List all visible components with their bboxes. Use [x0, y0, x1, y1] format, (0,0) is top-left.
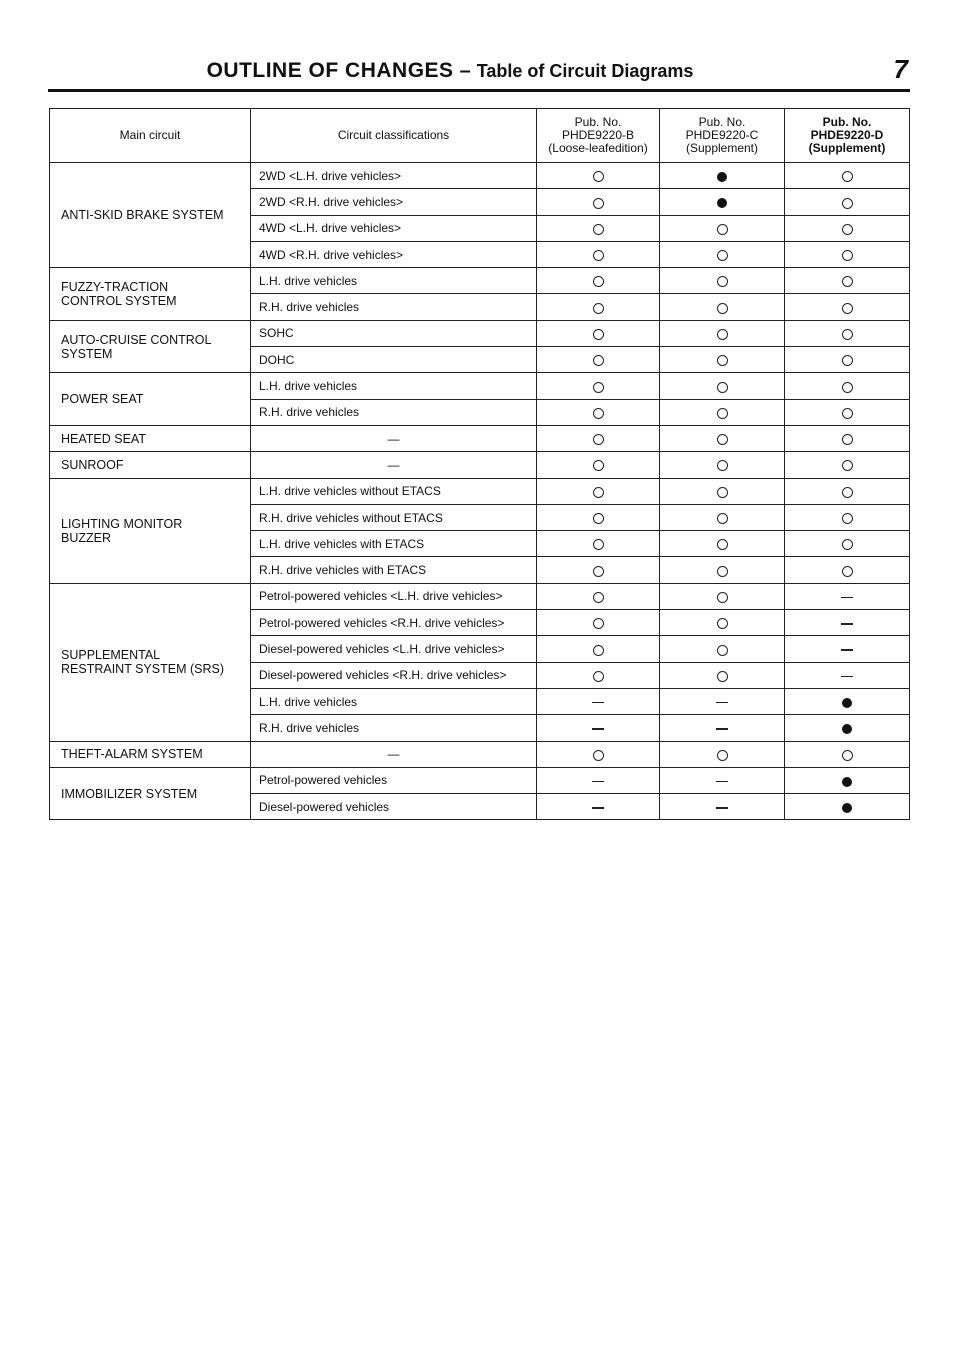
main-circuit-cell [50, 452, 251, 478]
classification-cell: L.H. drive vehicles [251, 688, 537, 714]
open-circle-icon [717, 250, 728, 261]
open-circle-icon [842, 329, 853, 340]
pub-c-cell [660, 215, 785, 241]
pub-d-cell [785, 610, 910, 636]
classification-cell: 2WD <R.H. drive vehicles> [251, 189, 537, 215]
pub-d-cell [785, 662, 910, 688]
pub-b-cell [537, 320, 660, 346]
main-circuit-label: AUTO-CRUISE CONTROL [61, 332, 212, 347]
pub-c-cell [660, 163, 785, 189]
pub-d-cell [785, 794, 910, 820]
classification-cell: R.H. drive vehicles [251, 294, 537, 320]
dash-icon [592, 728, 604, 730]
filled-circle-icon [717, 172, 727, 182]
open-circle-icon [593, 434, 604, 445]
main-circuit-cell [50, 767, 251, 820]
classification-cell: R.H. drive vehicles [251, 399, 537, 425]
open-circle-icon [842, 539, 853, 550]
dash-icon [592, 781, 604, 783]
open-circle-icon [717, 539, 728, 550]
pub-c-cell [660, 320, 785, 346]
open-circle-icon [593, 513, 604, 524]
pub-c-cell [660, 241, 785, 267]
open-circle-icon [593, 750, 604, 761]
open-circle-icon [717, 618, 728, 629]
filled-circle-icon [842, 724, 852, 734]
open-circle-icon [593, 250, 604, 261]
open-circle-icon [842, 513, 853, 524]
open-circle-icon [593, 539, 604, 550]
pub-c-cell [660, 583, 785, 609]
open-circle-icon [593, 487, 604, 498]
classification-cell: Diesel-powered vehicles [251, 794, 537, 820]
classification-cell: 4WD <L.H. drive vehicles> [251, 215, 537, 241]
pub-d-cell [785, 399, 910, 425]
pub-b-cell [537, 610, 660, 636]
table-row [50, 425, 910, 451]
main-circuit-cell [50, 478, 251, 583]
open-circle-icon [717, 355, 728, 366]
pub-d-cell [785, 504, 910, 530]
pub-d-cell [785, 425, 910, 451]
title-dash: – [459, 60, 471, 82]
open-circle-icon [842, 198, 853, 209]
pub-b-cell [537, 557, 660, 583]
dash-icon [841, 649, 853, 651]
open-circle-icon [717, 487, 728, 498]
open-circle-icon [717, 329, 728, 340]
classification-cell: Diesel-powered vehicles <L.H. drive vehicles> [251, 636, 537, 662]
open-circle-icon [593, 671, 604, 682]
header-pub-b [537, 109, 660, 163]
pub-c-cell [660, 294, 785, 320]
classification-cell: — [251, 452, 537, 478]
pub-b-cell [537, 189, 660, 215]
dash-icon [716, 781, 728, 783]
open-circle-icon [717, 224, 728, 235]
open-circle-icon [717, 566, 728, 577]
pub-d-cell [785, 583, 910, 609]
pub-d-cell [785, 557, 910, 583]
classification-cell: Petrol-powered vehicles [251, 767, 537, 793]
table-row [50, 268, 910, 294]
classification-cell: L.H. drive vehicles with ETACS [251, 531, 537, 557]
pub-b-cell [537, 452, 660, 478]
header-pub-d [785, 109, 910, 163]
open-circle-icon [593, 382, 604, 393]
pub-d-cell [785, 189, 910, 215]
main-circuit-label: THEFT-ALARM SYSTEM [61, 747, 203, 762]
pub-b-cell [537, 163, 660, 189]
pub-b-cell [537, 794, 660, 820]
pub-b-cell [537, 767, 660, 793]
pub-c-cell [660, 557, 785, 583]
table-row [50, 583, 910, 609]
header-pub-b-line: Pub. No. [574, 115, 622, 129]
main-circuit-cell [50, 741, 251, 767]
filled-circle-icon [842, 803, 852, 813]
pub-c-cell [660, 688, 785, 714]
pub-d-cell [785, 215, 910, 241]
pub-c-cell [660, 373, 785, 399]
header-pub-d-line: PHDE9220-D [810, 128, 884, 142]
table-row [50, 373, 910, 399]
page-header [50, 56, 910, 90]
open-circle-icon [717, 460, 728, 471]
classification-cell: Petrol-powered vehicles <R.H. drive vehicles> [251, 610, 537, 636]
pub-b-cell [537, 531, 660, 557]
open-circle-icon [842, 276, 853, 287]
table-row [50, 452, 910, 478]
pub-b-cell [537, 688, 660, 714]
pub-d-cell [785, 767, 910, 793]
open-circle-icon [593, 592, 604, 603]
pub-d-cell [785, 741, 910, 767]
dash-icon [841, 597, 853, 599]
classification-cell: Diesel-powered vehicles <R.H. drive vehicles> [251, 662, 537, 688]
open-circle-icon [717, 382, 728, 393]
open-circle-icon [593, 171, 604, 182]
classification-cell: L.H. drive vehicles [251, 268, 537, 294]
pub-d-cell [785, 268, 910, 294]
pub-c-cell [660, 189, 785, 215]
main-circuit-label: POWER SEAT [61, 392, 144, 407]
classification-cell: — [251, 425, 537, 451]
header-pub-b-line: (Loose-leafedition) [548, 141, 648, 155]
pub-b-cell [537, 294, 660, 320]
pub-c-cell [660, 399, 785, 425]
pub-c-cell [660, 767, 785, 793]
open-circle-icon [593, 566, 604, 577]
header-pub-b-line: PHDE9220-B [561, 128, 635, 142]
main-circuit-label: CONTROL SYSTEM [61, 293, 177, 308]
main-circuit-label: IMMOBILIZER SYSTEM [61, 786, 198, 801]
table-row [50, 741, 910, 767]
open-circle-icon [717, 276, 728, 287]
pub-c-cell [660, 662, 785, 688]
pub-c-cell [660, 741, 785, 767]
main-circuit-label: SYSTEM [61, 346, 113, 361]
pub-d-cell [785, 452, 910, 478]
open-circle-icon [717, 750, 728, 761]
classification-cell: R.H. drive vehicles [251, 715, 537, 741]
pub-d-cell [785, 636, 910, 662]
open-circle-icon [593, 618, 604, 629]
open-circle-icon [593, 276, 604, 287]
classification-cell: 4WD <R.H. drive vehicles> [251, 241, 537, 267]
open-circle-icon [842, 171, 853, 182]
main-circuit-label: ANTI-SKID BRAKE SYSTEM [61, 208, 224, 223]
header-main-circuit: Main circuit [50, 109, 251, 163]
open-circle-icon [842, 408, 853, 419]
pub-b-cell [537, 636, 660, 662]
pub-b-cell [537, 583, 660, 609]
filled-circle-icon [842, 698, 852, 708]
main-circuit-cell [50, 163, 251, 268]
pub-b-cell [537, 399, 660, 425]
classification-cell: L.H. drive vehicles [251, 373, 537, 399]
main-circuit-cell [50, 583, 251, 741]
open-circle-icon [842, 224, 853, 235]
main-circuit-label: RESTRAINT SYSTEM (SRS) [61, 662, 224, 677]
dash-icon [716, 702, 728, 704]
main-circuit-label: SUPPLEMENTAL [61, 648, 161, 663]
pub-c-cell [660, 425, 785, 451]
pub-d-cell [785, 294, 910, 320]
classification-cell: — [251, 741, 537, 767]
classification-cell: 2WD <L.H. drive vehicles> [251, 163, 537, 189]
header-pub-c [660, 109, 785, 163]
open-circle-icon [593, 460, 604, 471]
page-number: 7 [893, 54, 908, 84]
open-circle-icon [717, 513, 728, 524]
header-pub-c-line: (Supplement) [685, 141, 759, 155]
header-rule [48, 89, 910, 92]
pub-d-cell [785, 320, 910, 346]
table-body [50, 163, 910, 820]
open-circle-icon [842, 250, 853, 261]
main-circuit-cell [50, 268, 251, 321]
main-circuit-label: LIGHTING MONITOR [61, 516, 183, 531]
pub-c-cell [660, 452, 785, 478]
pub-b-cell [537, 741, 660, 767]
open-circle-icon [842, 487, 853, 498]
open-circle-icon [593, 198, 604, 209]
open-circle-icon [593, 408, 604, 419]
main-circuit-cell [50, 425, 251, 451]
header-circuit-classifications: Circuit classifications [251, 109, 537, 163]
classification-cell: Petrol-powered vehicles <L.H. drive vehicles> [251, 583, 537, 609]
table-row [50, 767, 910, 793]
pub-b-cell [537, 241, 660, 267]
pub-c-cell [660, 347, 785, 373]
open-circle-icon [593, 329, 604, 340]
open-circle-icon [593, 355, 604, 366]
table-header-row [50, 109, 910, 163]
main-circuit-label: FUZZY-TRACTION [61, 279, 169, 294]
pub-b-cell [537, 268, 660, 294]
pub-d-cell [785, 373, 910, 399]
main-circuit-label: BUZZER [61, 530, 111, 545]
pub-c-cell [660, 610, 785, 636]
pub-d-cell [785, 478, 910, 504]
filled-circle-icon [842, 777, 852, 787]
pub-c-cell [660, 504, 785, 530]
open-circle-icon [717, 434, 728, 445]
pub-d-cell [785, 347, 910, 373]
pub-b-cell [537, 504, 660, 530]
open-circle-icon [717, 303, 728, 314]
classification-cell: R.H. drive vehicles with ETACS [251, 557, 537, 583]
dash-icon [716, 728, 728, 730]
pub-c-cell [660, 636, 785, 662]
filled-circle-icon [717, 198, 727, 208]
pub-d-cell [785, 163, 910, 189]
pub-c-cell [660, 478, 785, 504]
classification-cell: R.H. drive vehicles without ETACS [251, 504, 537, 530]
pub-c-cell [660, 715, 785, 741]
open-circle-icon [593, 224, 604, 235]
table-row [50, 478, 910, 504]
table-row [50, 163, 910, 189]
pub-d-cell [785, 688, 910, 714]
pub-d-cell [785, 531, 910, 557]
open-circle-icon [842, 434, 853, 445]
dash-icon [592, 702, 604, 704]
open-circle-icon [717, 671, 728, 682]
classification-cell: L.H. drive vehicles without ETACS [251, 478, 537, 504]
open-circle-icon [593, 303, 604, 314]
open-circle-icon [842, 566, 853, 577]
pub-c-cell [660, 531, 785, 557]
open-circle-icon [717, 592, 728, 603]
pub-d-cell [785, 715, 910, 741]
pub-c-cell [660, 268, 785, 294]
header-pub-d-line: Pub. No. [822, 115, 872, 129]
open-circle-icon [593, 645, 604, 656]
pub-b-cell [537, 478, 660, 504]
header-pub-c-line: PHDE9220-C [685, 128, 759, 142]
open-circle-icon [842, 382, 853, 393]
main-circuit-label: SUNROOF [61, 457, 124, 472]
main-circuit-label: HEATED SEAT [61, 431, 146, 446]
title-sub: Table of Circuit Diagrams [476, 61, 694, 81]
main-circuit-cell [50, 320, 251, 373]
pub-b-cell [537, 715, 660, 741]
open-circle-icon [717, 645, 728, 656]
dash-icon [841, 623, 853, 625]
open-circle-icon [842, 750, 853, 761]
pub-c-cell [660, 794, 785, 820]
dash-icon [592, 807, 604, 809]
pub-b-cell [537, 662, 660, 688]
classification-cell: DOHC [251, 347, 537, 373]
circuit-diagram-table [49, 108, 910, 820]
classification-cell: SOHC [251, 320, 537, 346]
open-circle-icon [842, 460, 853, 471]
title-main: OUTLINE OF CHANGES [206, 59, 454, 82]
pub-d-cell [785, 241, 910, 267]
open-circle-icon [842, 355, 853, 366]
main-circuit-cell [50, 373, 251, 426]
pub-b-cell [537, 215, 660, 241]
dash-icon [841, 676, 853, 678]
dash-icon [716, 807, 728, 809]
table-row [50, 320, 910, 346]
open-circle-icon [717, 408, 728, 419]
pub-b-cell [537, 373, 660, 399]
pub-b-cell [537, 347, 660, 373]
header-pub-d-line: (Supplement) [808, 141, 886, 155]
open-circle-icon [842, 303, 853, 314]
pub-b-cell [537, 425, 660, 451]
page-title [50, 56, 850, 86]
header-pub-c-line: Pub. No. [698, 115, 746, 129]
